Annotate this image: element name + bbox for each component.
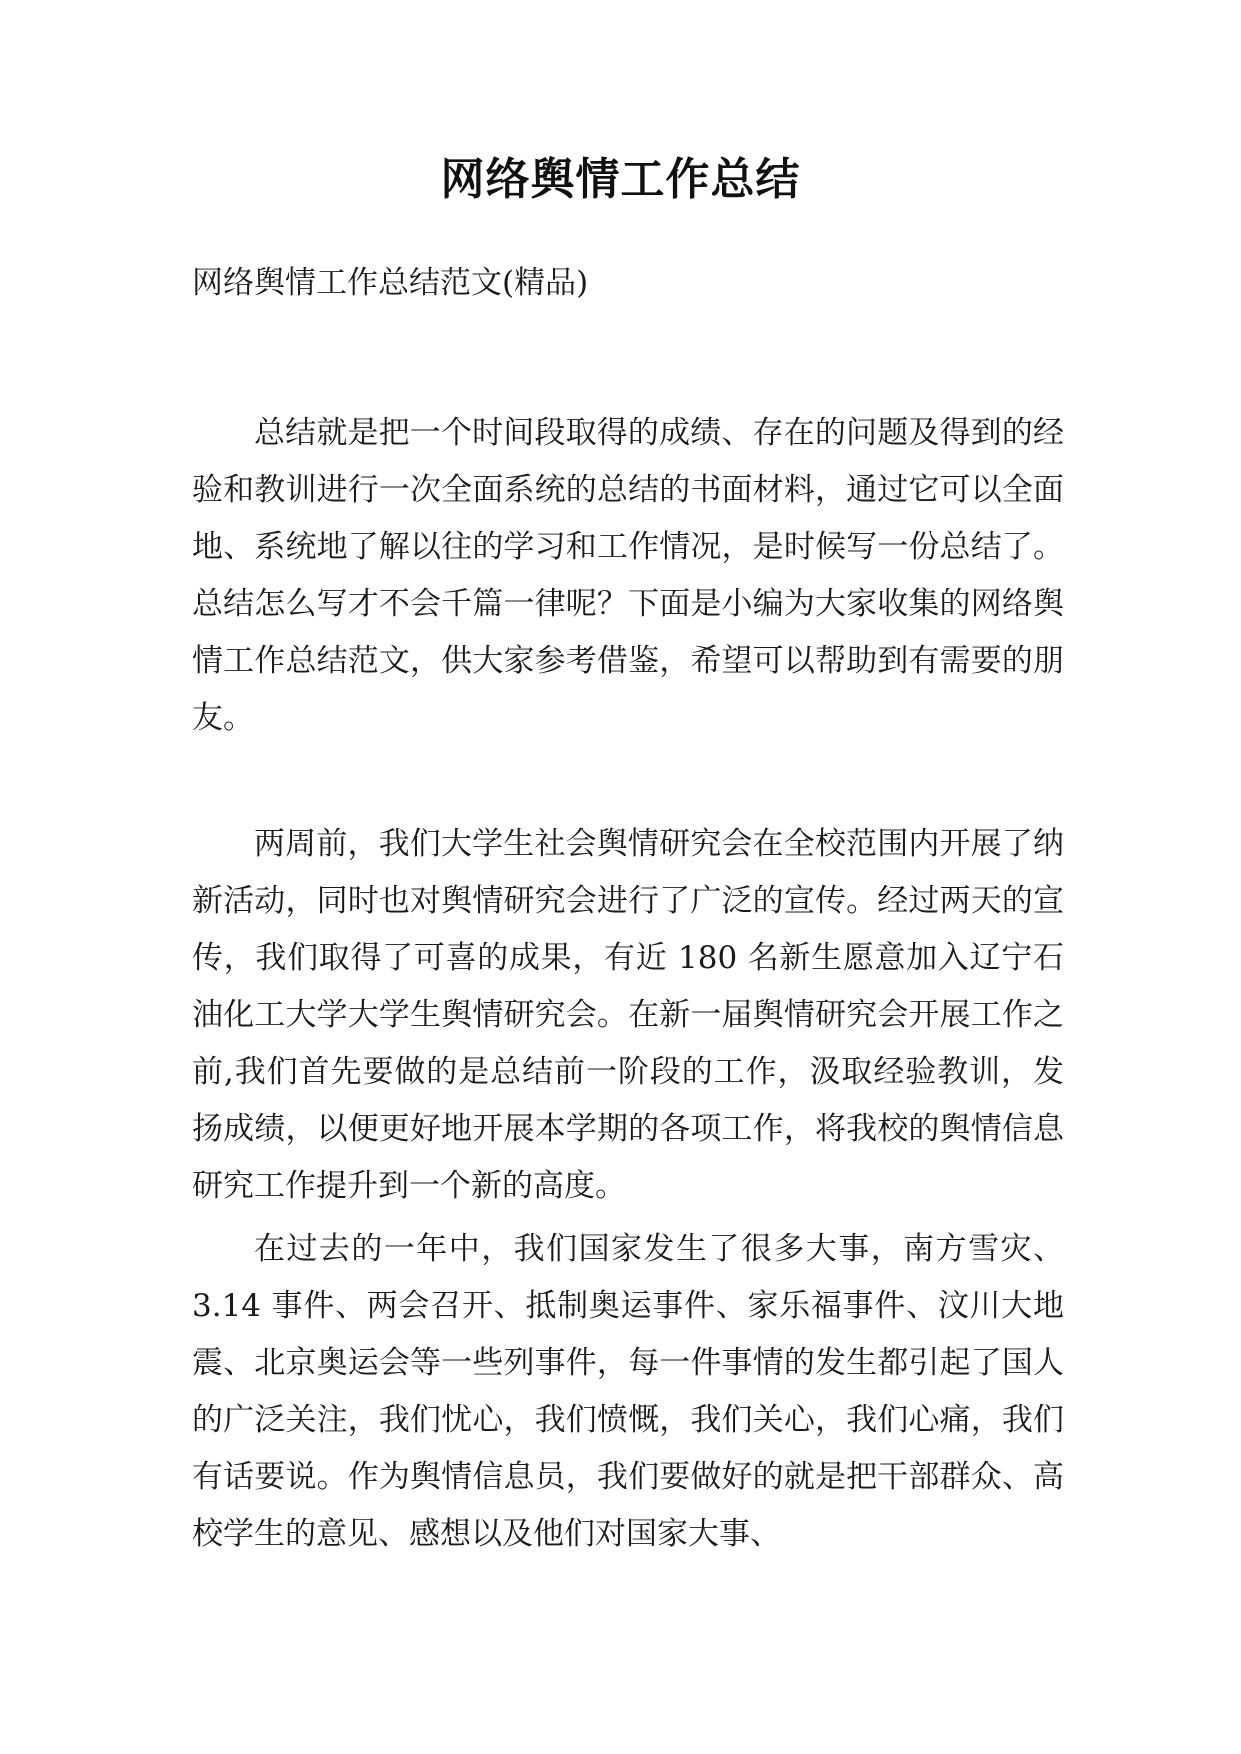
document-subtitle: 网络舆情工作总结范文(精品) — [192, 265, 589, 301]
paragraph-intro: 总结就是把一个时间段取得的成绩、存在的问题及得到的经验和教训进行一次全面系统的总结的书面材料，通过它可以全面地、系统地了解以往的学习和工作情况，是时候写一份总结了。总结怎么写才不会千篇一律呢？下面是小编为大家收集的网络舆情工作总结范文，供大家参考借鉴，希望可以帮助到有需要的朋友。 — [192, 415, 1064, 736]
paragraph-events: 在过去的一年中，我们国家发生了很多大事，南方雪灾、3.14 事件、两会召开、抵制奥运事件、家乐福事件、汶川大地震、北京奥运会等一些列事件，每一件事情的发生都引起了国人的广泛关注，我们忧心，我们愤慨，我们关心，我们心痛，我们有话要说。作为舆情信息员，我们要做好的就是把干部群众、高校学生的意见、感想以及他们对国家大事、 — [192, 1231, 1064, 1552]
paragraph-recruitment: 两周前，我们大学生社会舆情研究会在全校范围内开展了纳新活动，同时也对舆情研究会进行了广泛的宣传。经过两天的宣传，我们取得了可喜的成果，有近 180 名新生愿意加入辽宁石油化工大学大学生舆情研究会。在新一届舆情研究会开展工作之前,我们首先要做的是总结前一阶段的工作，汲取经验教训，发扬成绩，以便更好地开展本学期的各项工作，将我校的舆情信息研究工作提升到一个新的高度。 — [192, 826, 1064, 1204]
document-title: 网络舆情工作总结 — [440, 154, 801, 205]
